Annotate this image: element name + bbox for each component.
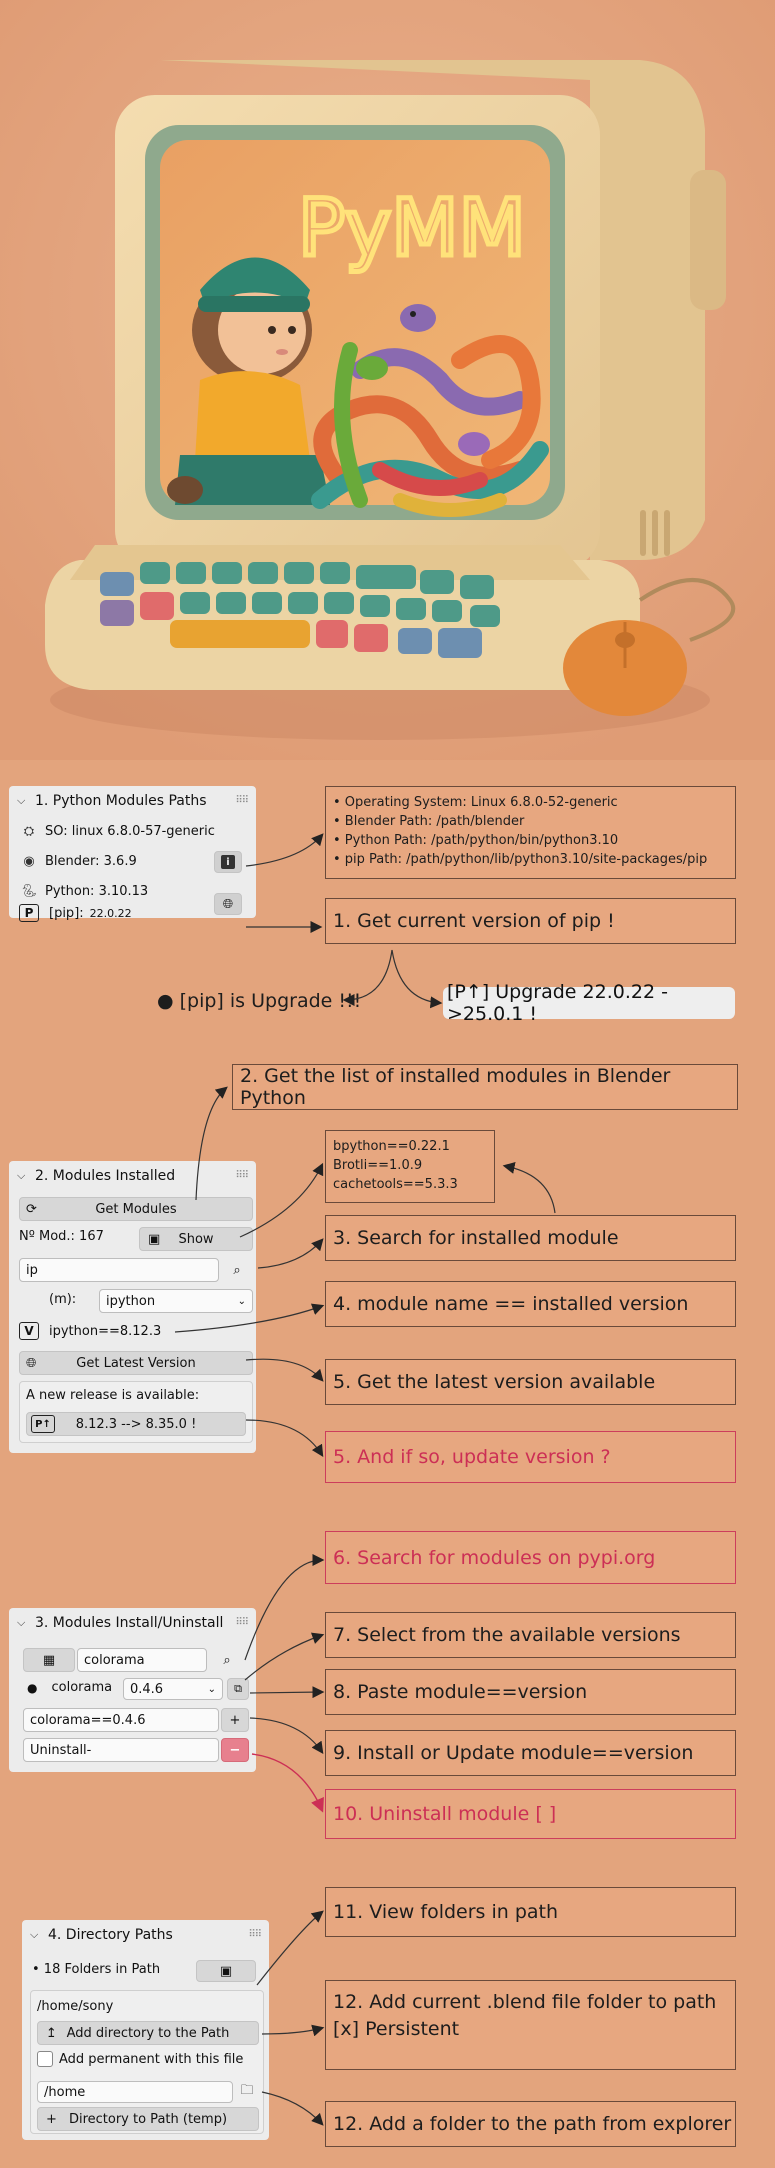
home-path-text: /home/sony: [37, 1999, 114, 2014]
bullet-icon: ●: [27, 1680, 38, 1695]
panel-directory-paths: [22, 1920, 269, 2140]
globe-icon: 🌐︎: [222, 896, 234, 912]
paste-icon: ⧉: [234, 1682, 242, 1695]
info-icon: i: [221, 855, 235, 869]
info-button[interactable]: [214, 851, 242, 873]
show-label: Show: [178, 1231, 214, 1247]
pypi-search-input[interactable]: [77, 1648, 207, 1672]
blender-icon: ◉: [23, 853, 35, 869]
panel1-header[interactable]: [9, 786, 256, 816]
upgrade-module-button[interactable]: [26, 1412, 246, 1436]
folder-input[interactable]: [37, 2081, 233, 2103]
callout-12a-line1: 12. Add current .blend file folder to path: [333, 1991, 717, 2013]
panel3-title: 3. Modules Install/Uninstall: [35, 1615, 224, 1631]
release-box: [19, 1381, 253, 1443]
info-line-python: • Python Path: /path/python/bin/python3.10: [333, 833, 619, 848]
get-modules-button[interactable]: [19, 1197, 253, 1221]
arrow-up-icon: ↥: [46, 2025, 57, 2041]
module-item: bpython==0.22.1: [333, 1139, 450, 1154]
chevron-down-icon[interactable]: ⌵: [30, 1928, 39, 1941]
paste-version-button[interactable]: [227, 1678, 249, 1700]
plus-icon: +: [46, 2111, 57, 2127]
panel1-title: 1. Python Modules Paths: [35, 793, 207, 809]
pip-version: 22.0.22: [89, 906, 132, 920]
folders-row: [32, 1962, 160, 1977]
panel2-title: 2. Modules Installed: [35, 1168, 176, 1184]
callout-5: 5. Get the latest version available: [325, 1359, 736, 1405]
permanent-label: Add permanent with this file: [59, 2051, 244, 2067]
callout-12a-line2: [x] Persistent: [333, 2018, 460, 2040]
chevron-down-icon: ⌄: [237, 1295, 246, 1307]
permanent-row: [37, 2051, 243, 2067]
blender-label: Blender: 3.6.9: [45, 853, 137, 869]
folders-count: • 18 Folders in Path: [32, 1962, 161, 1977]
add-directory-label: Add directory to the Path: [66, 2025, 230, 2041]
pip-key-icon: P: [19, 904, 39, 922]
callout-11: 11. View folders in path: [325, 1887, 736, 1937]
panel-python-modules-paths: [9, 786, 256, 921]
panel2-header[interactable]: [9, 1161, 256, 1191]
info-line-blender: • Blender Path: /path/blender: [333, 814, 525, 829]
blender-row: [19, 852, 137, 870]
chevron-down-icon[interactable]: ⌵: [17, 1169, 26, 1182]
callout-9: 9. Install or Update module==version: [325, 1730, 736, 1776]
installed-version-row: [19, 1322, 161, 1340]
module-select-value: ipython: [106, 1293, 156, 1309]
callout-12b: 12. Add a folder to the path from explorer: [325, 2101, 736, 2147]
pip-upgrade-text: ● [pip] is Upgrade !!!: [157, 990, 362, 1012]
panel3-header[interactable]: [9, 1608, 256, 1638]
installed-search-button[interactable]: [221, 1258, 253, 1282]
python-icon: 🐍︎: [20, 883, 38, 899]
callout-2: 2. Get the list of installed modules in Blender Python: [232, 1064, 738, 1110]
pip-upgrade-pill: [P↑] Upgrade 22.0.22 ->25.0.1 !: [443, 987, 735, 1019]
book-icon: ▣: [219, 1963, 233, 1979]
search-icon: ⌕: [233, 1262, 241, 1278]
drag-grip-icon[interactable]: ⠿⠿: [235, 1170, 248, 1181]
release-text: A new release is available:: [26, 1388, 200, 1403]
permanent-checkbox[interactable]: [37, 2051, 53, 2067]
system-info-box: [325, 786, 736, 879]
get-latest-version-button[interactable]: [19, 1351, 253, 1375]
refresh-icon: ⟳: [26, 1201, 37, 1217]
pip-check-button[interactable]: [214, 893, 242, 915]
drag-grip-icon[interactable]: ⠿⠿: [248, 1929, 261, 1940]
installed-version-text: ipython==8.12.3: [49, 1323, 162, 1339]
hero-illustration: [0, 0, 775, 760]
python-row: [19, 882, 148, 900]
view-folders-button[interactable]: [196, 1960, 256, 1982]
folder-browse-button[interactable]: [235, 2081, 259, 2103]
install-input[interactable]: [23, 1708, 219, 1732]
module-item: cachetools==5.3.3: [333, 1177, 458, 1192]
callout-7: 7. Select from the available versions: [325, 1612, 736, 1658]
install-value: colorama==0.4.6: [30, 1712, 146, 1728]
pip-row: [19, 904, 132, 922]
pip-label: [pip]:: [49, 905, 84, 921]
search-icon: ⌕: [223, 1652, 231, 1668]
globe-icon: 🌐︎: [26, 1355, 37, 1371]
pypi-search-value: colorama: [84, 1652, 145, 1668]
panel4-header[interactable]: [22, 1920, 269, 1950]
version-select-value: 0.4.6: [130, 1681, 164, 1697]
package-icon: ▦: [42, 1652, 56, 1668]
minus-icon: −: [229, 1742, 241, 1758]
callout-4: 4. module name == installed version: [325, 1281, 736, 1327]
callout-6: 6. Search for modules on pypi.org: [325, 1531, 736, 1584]
callout-3: 3. Search for installed module: [325, 1215, 736, 1261]
folder-value: /home: [44, 2084, 86, 2100]
pypi-module-row: [27, 1680, 112, 1695]
retro-computer-illustration: [0, 0, 775, 760]
uninstall-button[interactable]: [221, 1738, 249, 1762]
book-icon: ▣: [148, 1231, 161, 1247]
show-modules-button[interactable]: [139, 1227, 253, 1251]
directory-temp-button[interactable]: [37, 2107, 259, 2131]
install-button[interactable]: [221, 1708, 249, 1732]
pypi-search-button[interactable]: [211, 1648, 243, 1672]
uninstall-value: Uninstall-: [30, 1742, 92, 1758]
callout-12a: [325, 1980, 736, 2070]
get-latest-label: Get Latest Version: [76, 1355, 196, 1371]
python-label: Python: 3.10.13: [45, 883, 149, 899]
pymm-neon-logo: PyMM: [298, 184, 526, 274]
module-count: [19, 1229, 104, 1244]
directory-box: [30, 1990, 264, 2134]
chevron-down-icon[interactable]: ⌵: [17, 1616, 26, 1629]
chevron-down-icon: ⌄: [207, 1683, 216, 1695]
os-icon: ⛭: [23, 823, 35, 839]
modules-list-box: [325, 1130, 495, 1203]
panel-modules-installed: [9, 1161, 256, 1453]
panel4-title: 4. Directory Paths: [48, 1927, 173, 1943]
info-line-os: • Operating System: Linux 6.8.0-52-generic: [333, 795, 618, 810]
pypi-module-name: colorama: [51, 1680, 113, 1695]
installed-search-value: ip: [26, 1262, 38, 1278]
directory-temp-label: Directory to Path (temp): [68, 2111, 228, 2127]
callout-5b: 5. And if so, update version ?: [325, 1431, 736, 1483]
os-label: SO: linux 6.8.0-57-generic: [45, 823, 215, 839]
folder-icon: 🗀︎: [240, 2083, 254, 2098]
m-label: (m):: [49, 1292, 77, 1307]
pypi-icon-button[interactable]: [23, 1648, 75, 1672]
installed-search-input[interactable]: [19, 1258, 219, 1282]
drag-grip-icon[interactable]: ⠿⠿: [235, 795, 248, 806]
callout-10: 10. Uninstall module [ ]: [325, 1789, 736, 1839]
upgrade-text: 8.12.3 --> 8.35.0 !: [75, 1416, 197, 1432]
add-directory-button[interactable]: [37, 2021, 259, 2045]
module-item: Brotli==1.0.9: [333, 1158, 423, 1173]
uninstall-input[interactable]: [23, 1738, 219, 1762]
info-line-pip: • pip Path: /path/python/lib/python3.10/site-packages/pip: [333, 852, 708, 867]
chevron-down-icon[interactable]: ⌵: [17, 794, 26, 807]
module-select[interactable]: [99, 1289, 253, 1313]
get-modules-label: Get Modules: [95, 1201, 177, 1217]
module-select-label: [49, 1292, 76, 1307]
drag-grip-icon[interactable]: ⠿⠿: [235, 1617, 248, 1628]
os-row: [19, 822, 215, 840]
panel-modules-install-uninstall: [9, 1608, 256, 1772]
module-count-label: Nº Mod.: 167: [19, 1229, 104, 1244]
version-select[interactable]: [123, 1678, 223, 1700]
upgrade-key-icon: P↑: [31, 1415, 55, 1433]
plus-icon: +: [229, 1712, 241, 1728]
callout-8: 8. Paste module==version: [325, 1669, 736, 1715]
version-key-icon: V: [19, 1322, 39, 1340]
callout-1: 1. Get current version of pip !: [325, 898, 736, 944]
